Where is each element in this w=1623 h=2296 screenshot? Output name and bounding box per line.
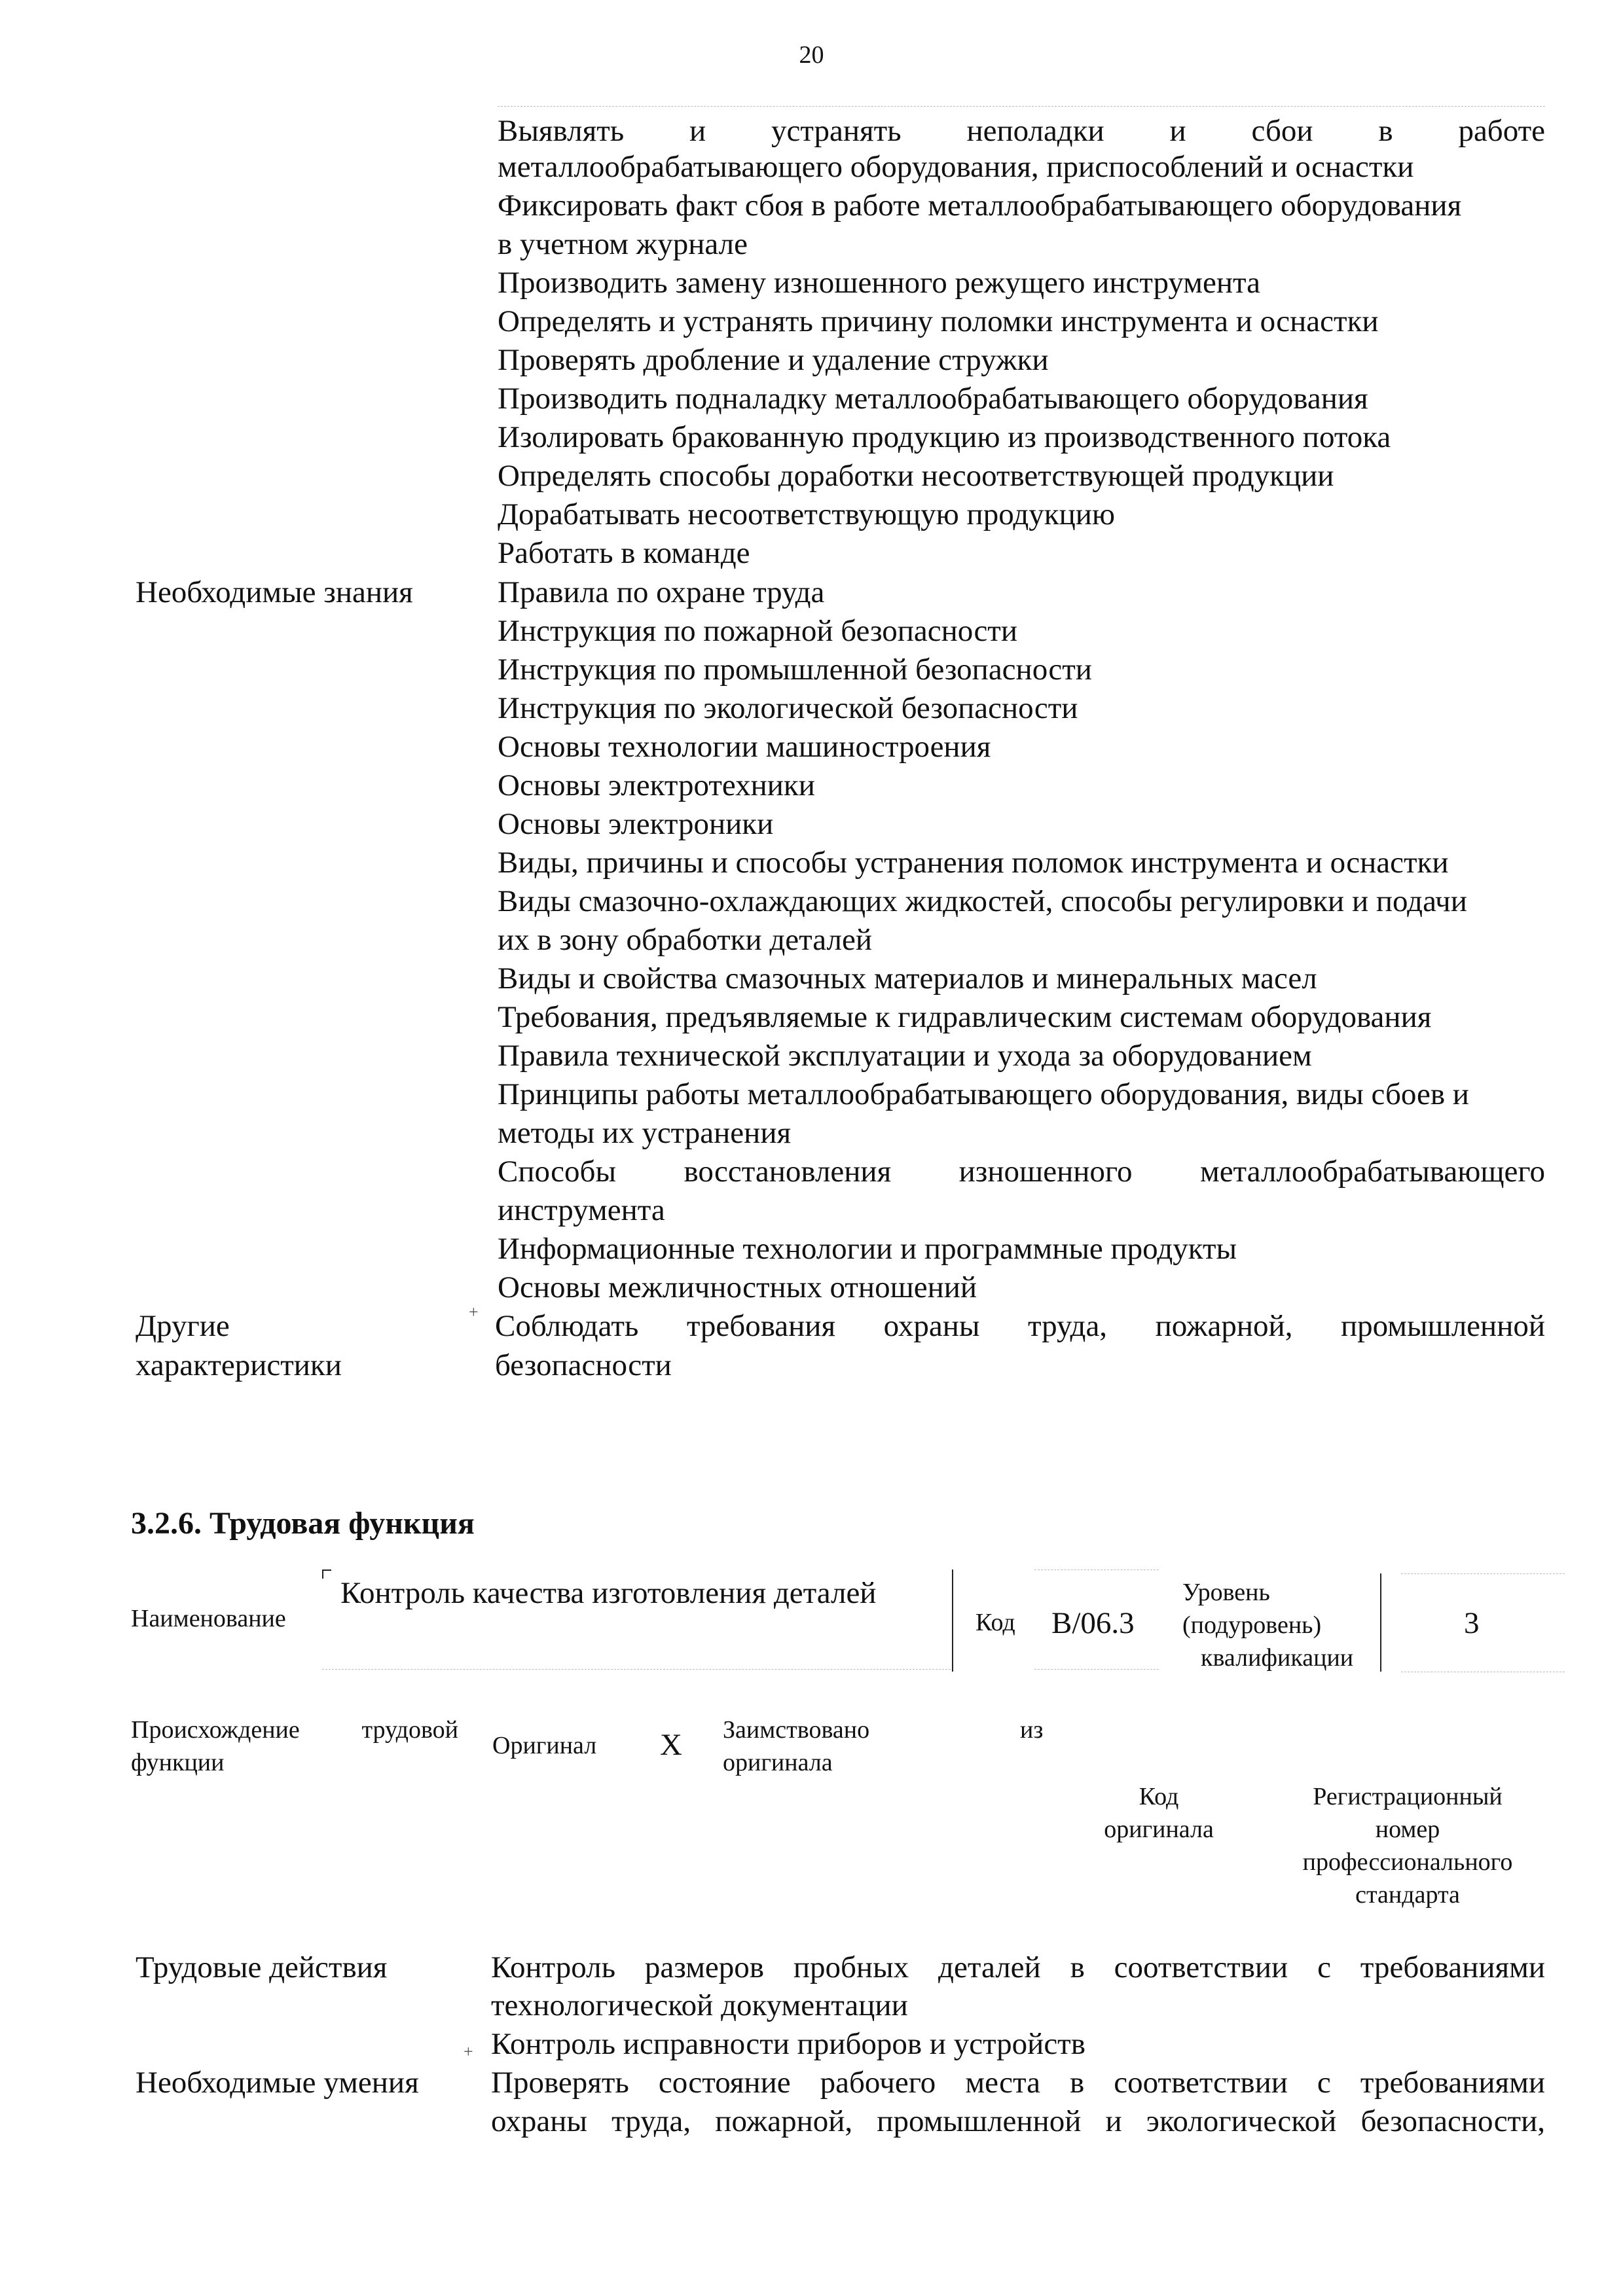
actions-line-1: Контроль размеров пробных деталей в соответствии с требованиями <box>491 1950 1545 1984</box>
knowledge-line-8: Виды, причины и способы устранения поломок инструмента и оснастки <box>498 846 1449 880</box>
knowledge-line-3: Инструкция по промышленной безопасности <box>498 653 1092 687</box>
section-title: 3.2.6. Трудовая функция <box>131 1506 475 1541</box>
actions-line-2: технологической документации <box>491 1988 908 2022</box>
code-value: B/06.3 <box>1051 1606 1135 1640</box>
reg-label-3: профессионального <box>1302 1848 1513 1876</box>
original-label: Оригинал <box>492 1732 597 1759</box>
knowledge-line-16: Способы восстановления изношенного металлообрабатывающего <box>498 1155 1545 1189</box>
orig-code-label-2: оригинала <box>1104 1816 1214 1843</box>
knowledge-line-5: Основы технологии машиностроения <box>498 730 991 764</box>
skills-line-8: Производить подналадку металлообрабатывающего оборудования <box>498 382 1368 416</box>
skills-line-9: Изолировать бракованную продукцию из производственного потока <box>498 420 1391 454</box>
level-label-3: квалификации <box>1201 1644 1354 1672</box>
knowledge-line-13: Правила технической эксплуатации и ухода за оборудованием <box>498 1039 1312 1073</box>
name-label: Наименование <box>131 1605 286 1632</box>
skills-line-4: в учетном журнале <box>498 227 748 261</box>
plus-mark-2: + <box>464 2042 473 2061</box>
knowledge-line-4: Инструкция по экологической безопасности <box>498 691 1078 725</box>
skills-line-2: металлообрабатывающего оборудования, приспособлений и оснастки <box>498 150 1414 184</box>
skills-line-11: Дорабатывать несоответствующую продукцию <box>498 497 1116 531</box>
level-box-top <box>1401 1573 1565 1574</box>
skills-line-5: Производить замену изношенного режущего инструмента <box>498 266 1260 300</box>
borrowed-label-2: оригинала <box>723 1749 833 1776</box>
skills-line-6: Определять и устранять причину поломки инструмента и оснастки <box>498 304 1379 338</box>
knowledge-line-12: Требования, предъявляемые к гидравлическим системам оборудования <box>498 1000 1432 1034</box>
skills2-line-2: охраны труда, пожарной, промышленной и экологической безопасности, <box>491 2104 1545 2138</box>
skills-line-10: Определять способы доработки несоответствующей продукции <box>498 459 1334 493</box>
name-value: Контроль качества изготовления деталей <box>340 1576 877 1610</box>
other-text-1: Соблюдать требования охраны труда, пожарной, промышленной <box>495 1309 1545 1343</box>
reg-label-2: номер <box>1375 1816 1440 1843</box>
skills-line-3: Фиксировать факт сбоя в работе металлообрабатывающего оборудования <box>498 188 1462 223</box>
name-box-right <box>943 1570 953 1672</box>
origin-label-1: Происхождение трудовой <box>131 1716 458 1744</box>
knowledge-line-7: Основы электроники <box>498 807 774 841</box>
knowledge-line-17: инструмента <box>498 1193 665 1227</box>
skills-line-7: Проверять дробление и удаление стружки <box>498 343 1049 377</box>
level-label-2: (подуровень) <box>1182 1611 1322 1639</box>
level-box-left <box>1380 1573 1383 1672</box>
level-value: 3 <box>1464 1606 1480 1640</box>
code-box-bottom <box>1034 1669 1159 1670</box>
knowledge-line-15: методы их устранения <box>498 1116 792 1150</box>
knowledge-line-18: Информационные технологии и программные продукты <box>498 1232 1237 1266</box>
top-rule <box>498 106 1545 107</box>
knowledge-line-9: Виды смазочно-охлаждающих жидкостей, способы регулировки и подачи <box>498 884 1467 918</box>
skills-label: Необходимые умения <box>136 2066 419 2100</box>
skills-line-1: Выявлять и устранять неполадки и сбои в работе <box>498 114 1545 148</box>
other-label-1: Другие <box>136 1309 230 1343</box>
knowledge-line-10: их в зону обработки деталей <box>498 923 873 957</box>
skills2-line-1: Проверять состояние рабочего места в соответствии с требованиями <box>491 2066 1545 2100</box>
knowledge-line-1: Правила по охране труда <box>498 575 825 609</box>
name-box-corner <box>322 1570 331 1579</box>
knowledge-line-14: Принципы работы металлообрабатывающего оборудования, виды сбоев и <box>498 1077 1469 1111</box>
code-label: Код <box>976 1609 1015 1636</box>
knowledge-label: Необходимые знания <box>136 575 413 609</box>
reg-label-4: стандарта <box>1355 1881 1460 1909</box>
skills-line-12: Работать в команде <box>498 536 750 570</box>
knowledge-line-11: Виды и свойства смазочных материалов и минеральных масел <box>498 961 1317 996</box>
original-mark: X <box>660 1728 682 1762</box>
other-text-2: безопасности <box>495 1348 672 1382</box>
actions-label: Трудовые действия <box>136 1950 388 1984</box>
knowledge-line-19: Основы межличностных отношений <box>498 1270 977 1304</box>
borrowed-label-1: Заимствовано <box>723 1716 870 1744</box>
origin-label-2: функции <box>131 1749 225 1776</box>
from-label: из <box>1020 1716 1044 1744</box>
plus-mark: + <box>469 1302 479 1321</box>
actions-line-3: Контроль исправности приборов и устройств <box>491 2027 1085 2061</box>
level-label-1: Уровень <box>1182 1579 1270 1606</box>
other-label-2: характеристики <box>136 1348 342 1382</box>
reg-label-1: Регистрационный <box>1313 1783 1503 1810</box>
orig-code-label-1: Код <box>1139 1783 1179 1810</box>
page-number: 20 <box>799 41 824 69</box>
knowledge-line-2: Инструкция по пожарной безопасности <box>498 614 1017 648</box>
name-box-bottom <box>322 1669 951 1670</box>
knowledge-line-6: Основы электротехники <box>498 768 815 802</box>
